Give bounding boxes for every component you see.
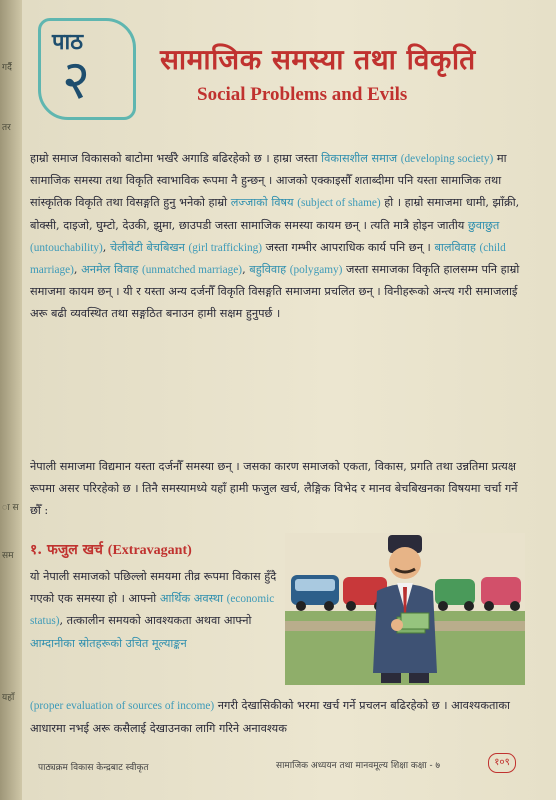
keyword: चेलीबेटी बेचबिखन xyxy=(109,240,185,254)
section-heading-english: (Extravagant) xyxy=(107,543,192,558)
text: जस्ता गम्भीर आपराधिक कार्य पनि छन् । xyxy=(262,240,435,254)
section-paragraph-continued xyxy=(30,695,530,739)
text: हो । हाम्रो समाजमा धामी, झाँक्री, बोक्सी, दाइजो, घुम्टो, देउकी, झुमा, छाउपडी जस्ता सामाजिक समस्या कायम छन् । त्यति मात्रै होइन जातीय xyxy=(30,196,520,232)
second-paragraph: नेपाली समाजमा विद्यमान यस्ता दर्जनौँ समस्या छन् । जसका कारण समाजको एकता, विकास, प्रगति तथा उन्नतिमा प्रत्यक्ष रूपमा असर परिरहेको छ । तिनै समस्यामध्ये यहाँ हामी फजुल खर्च, लैङ्गिक विभेद र मानव बेचबिखनका विषयमा चर्चा गर्ने छौँ : xyxy=(30,460,518,518)
lesson-number: २ xyxy=(62,48,91,111)
english-term: (child marriage) xyxy=(30,241,506,277)
text: , xyxy=(102,240,110,254)
keyword: लज्जाको विषय xyxy=(230,196,294,210)
keyword: छुवाछुत xyxy=(467,218,500,232)
edge-text: गर्दै xyxy=(2,63,12,73)
man-with-money-illustration xyxy=(285,533,525,685)
edge-text: सम xyxy=(2,551,14,561)
english-term: (untouchability) xyxy=(30,241,103,254)
keyword: आम्दानीका स्रोतहरूको उचित मूल्याङ्कन xyxy=(30,636,187,650)
english-term: (economic status) xyxy=(30,592,275,628)
text: मा सामाजिक समस्या तथा विकृति स्वाभाविक रूपमा नै हुन्छन् । आजको एक्काइसौँ शताब्दीमा पनि यस्ता सामाजिक तथा सांस्कृतिक विकृति तथा विसङ्गति हुनु भनेको हाम्रो xyxy=(30,152,507,210)
keyword: आर्थिक अवस्था xyxy=(159,591,223,605)
edge-text: तर xyxy=(2,123,11,133)
page-title-english: Social Problems and Evils xyxy=(197,84,408,105)
english-term: (proper evaluation of sources of income) xyxy=(30,700,215,712)
edge-text: यहाँ xyxy=(2,693,15,703)
edge-text: ा स xyxy=(2,503,19,513)
text: जस्ता समाजका विकृति हालसम्म पनि हाम्रो समाजमा कायम छन् । यी र यस्ता अन्य दर्जनौँ विकृति विसङ्गति समाजमा प्रचलित छन् । विनीहरूको अन्त्य गरी समाजलाई अरू बढी व्यवस्थित तथा सङ्गठित बनाउन हामी सक्षम हुनुपर्छ । xyxy=(30,263,520,321)
keyword: बालविवाह xyxy=(434,240,476,254)
keyword: विकासशील समाज xyxy=(321,152,398,165)
english-term: (girl trafficking) xyxy=(188,241,263,254)
keyword: बहुविवाह xyxy=(249,263,287,277)
previous-page-edge xyxy=(0,0,22,800)
section-heading-nepali: १. फजुल खर्च xyxy=(30,542,103,558)
section-heading xyxy=(30,540,192,559)
english-term: (subject of shame) xyxy=(297,197,381,210)
text: यो नेपाली समाजको पछिल्लो समयमा तीव्र रूपमा विकास हुँदै गएको एक समस्या हो । आफ्नो xyxy=(30,570,277,605)
english-term: (polygamy) xyxy=(289,264,343,277)
section-paragraph xyxy=(30,566,280,654)
lesson-label: पाठ xyxy=(52,29,83,55)
page-number: १०९ xyxy=(488,753,516,773)
page-title-nepali: सामाजिक समस्या तथा विकृति xyxy=(160,43,476,76)
text: नगरी देखासिकीको भरमा खर्च गर्ने प्रचलन बढिरहेको छ । आवश्यकताका आधारमा नभई अरू कसैलाई देखाउनका लागि गरिने अनावश्यक xyxy=(30,699,510,735)
text: , xyxy=(73,263,82,277)
footer-approval: पाठ्यक्रम विकास केन्द्रबाट स्वीकृत xyxy=(38,763,149,773)
text: , xyxy=(242,263,250,277)
footer-book-title: सामाजिक अध्ययन तथा मानवमूल्य शिक्षा कक्षा - ७ xyxy=(276,761,441,771)
english-term: (developing society) xyxy=(400,153,494,165)
intro-paragraph xyxy=(30,148,524,326)
text: , तत्कालीन समयको आवश्यकता अथवा आफ्नो xyxy=(59,614,252,628)
text: हाम्रो समाज विकासको बाटोमा भर्खरै अगाडि बढिरहेको छ । हाम्रा जस्ता xyxy=(30,152,322,165)
keyword: अनमेल विवाह xyxy=(81,263,139,277)
english-term: (unmatched marriage) xyxy=(142,264,243,277)
